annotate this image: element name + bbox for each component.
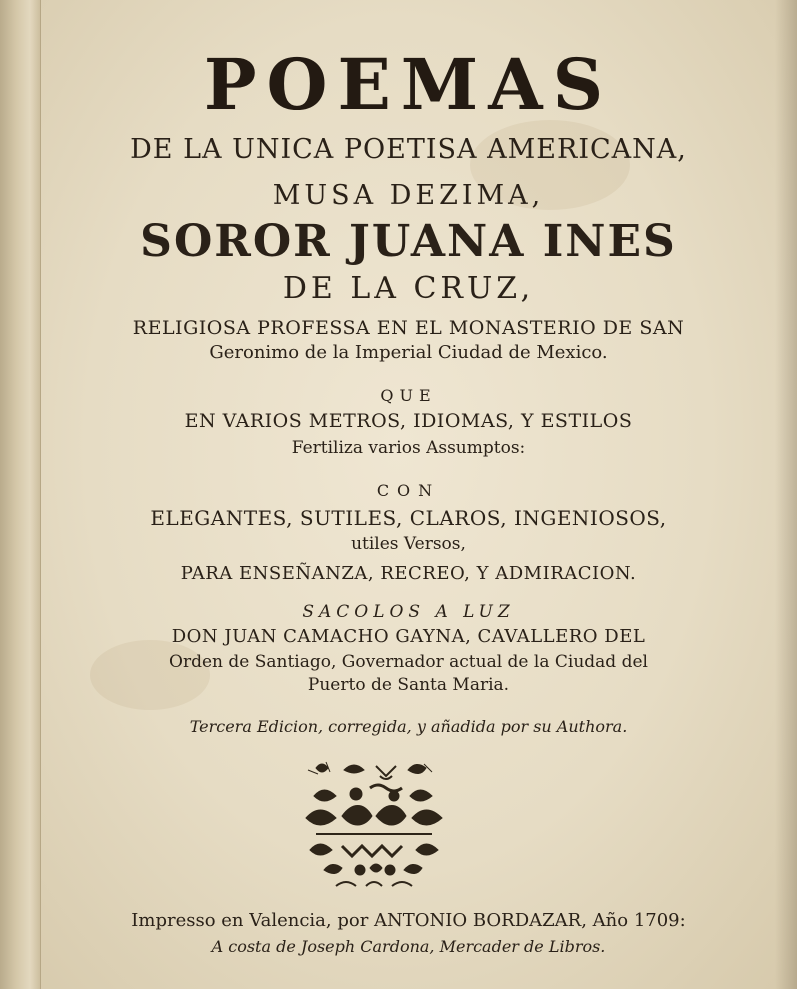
imprint-line-2: A costa de Joseph Cardona, Mercader de Libros. [211,937,606,956]
subtitle-line-1: DE LA UNICA POETISA AMERICANA, [130,134,687,165]
con-line: CON [376,481,441,500]
religious-line-2: Geronimo de la Imperial Ciudad de Mexico. [209,342,608,363]
imprint-line-1: Impresso en Valencia, por ANTONIO BORDAZAR, Año 1709: [131,910,686,931]
printers-ornament [296,758,452,892]
edition-line: Tercera Edicion, corregida, y añadida por su Authora. [189,717,628,736]
binding-fold [0,0,41,989]
elegantes-line: ELEGANTES, SUTILES, CLAROS, INGENIOSOS, [150,506,667,530]
subtitle-line-2: MUSA DEZIMA, [272,180,545,211]
sacolos-line: SACOLOS A LUZ [302,602,515,622]
author-name-line-2: DE LA CRUZ, [282,271,535,306]
utiles-line: utiles Versos, [351,534,466,554]
fertiliza-line: Fertiliza varios Assumptos: [291,438,526,458]
religious-line-1: RELIGIOSA PROFESSA EN EL MONASTERIO DE SAN [132,317,685,339]
author-name: SOROR JUANA INES [140,216,677,267]
puerto-line: Puerto de Santa Maria. [307,675,510,695]
book-title: POEMAS [203,43,614,126]
don-juan-line: DON JUAN CAMACHO GAYNA, CAVALLERO DEL [171,626,646,647]
para-line: PARA ENSEÑANZA, RECREO, Y ADMIRACION. [180,563,637,584]
metros-line: EN VARIOS METROS, IDIOMAS, Y ESTILOS [184,410,633,432]
orden-line: Orden de Santiago, Governador actual de la Ciudad del [169,652,648,672]
page-edge-shadow [775,0,797,989]
que-line: QUE [380,386,437,405]
paper-stain [90,640,210,710]
